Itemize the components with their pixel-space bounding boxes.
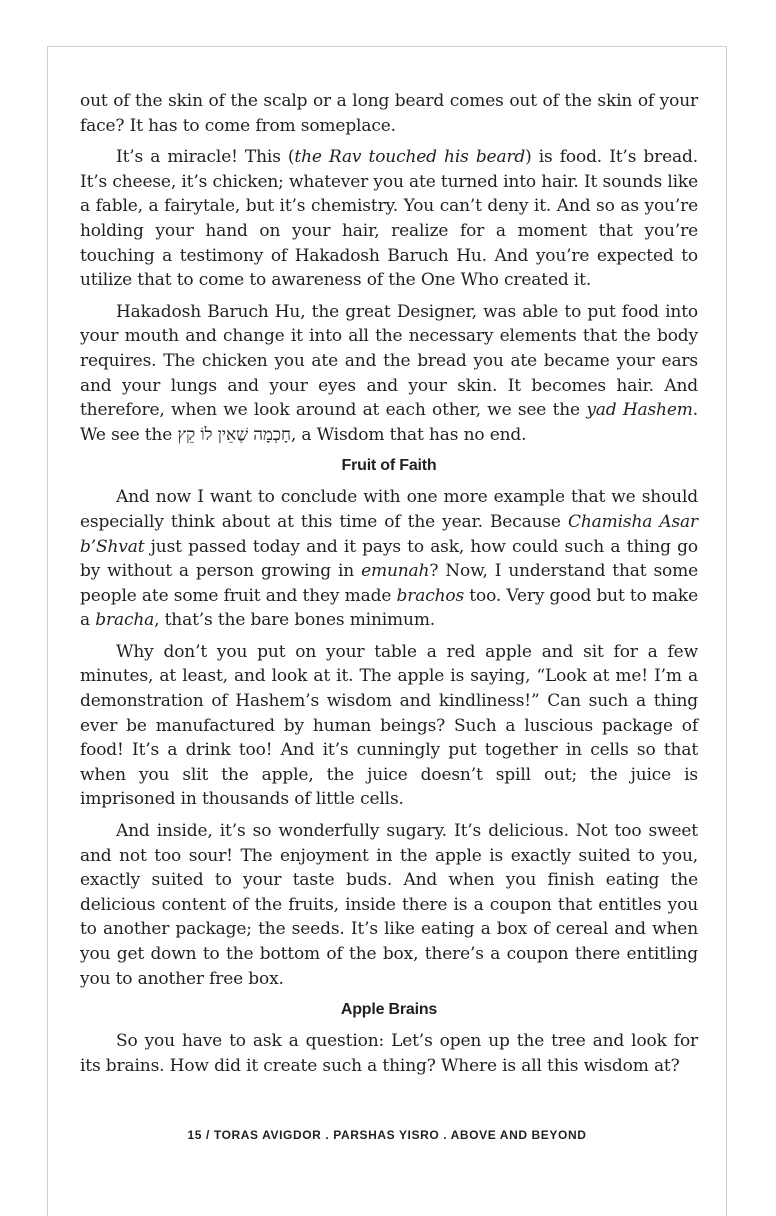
italic-term: the Rav touched his beard xyxy=(294,147,526,168)
italic-term: bracha xyxy=(95,610,155,631)
body-paragraph xyxy=(80,640,698,812)
text-run: . We see the xyxy=(80,400,699,445)
body-paragraph xyxy=(80,1029,698,1078)
text-run: Why don’t you put on your table a red apple and sit for a few minutes, at least, and look at it. The apple is saying, “Look at me! I’m a demonstration of Hashem’s wisdom and kindliness!” Can such a thing ever be manufactured by human beings? Such a luscious package of food! It’s a drink too! And it’s cunningly put together in cells so that when you slit the apple, the juice doesn’t spill out; the juice is imprisoned in thousands of little cells. xyxy=(80,641,698,810)
hebrew-phrase: חָכְמָה שֶׁאֵין לוֹ קֵץ xyxy=(177,424,291,445)
italic-term: yad Hashem xyxy=(586,400,693,421)
page-footer: 15 / TORAS AVIGDOR . PARSHAS YISRO . ABOVE AND BEYOND xyxy=(187,1128,587,1142)
text-run: too. Very good but to make a xyxy=(80,585,698,631)
section-heading: Apple Brains xyxy=(340,1001,438,1019)
italic-term: Chamisha Asar b’Shvat xyxy=(80,511,698,557)
body-paragraph xyxy=(80,485,698,633)
text-run: out of the skin of the scalp or a long beard comes out of the skin of your face? It has to come from someplace. xyxy=(80,91,698,136)
italic-term: emunah xyxy=(361,561,430,582)
text-run: Hakadosh Baruch Hu, the great Designer, was able to put food into your mouth and change it into all the necessary elements that the body requires. The chicken you ate and the bread you ate became your ears and your lungs and your eyes and your skin. It becomes hair. And therefore, when we look around at each other, we see the xyxy=(80,301,698,421)
text-run: ? Now, I understand that some people ate some fruit and they made xyxy=(80,561,698,606)
body-paragraph xyxy=(80,89,698,138)
text-run: It’s a miracle! This ( xyxy=(116,147,295,168)
text-run: ) is food. It’s bread. It’s cheese, it’s chicken; whatever you ate turned into hair. It sounds like a fable, a fairytale, but it’s chemistry. You can’t deny it. And so as you’re holding your hand on your hair, realize for a moment that you’re touching a testimony of Hakadosh Baruch Hu. And you’re expected to utilize that to come to awareness of the One Who created it. xyxy=(80,147,698,291)
text-run: just passed today and it pays to ask, how could such a thing go by without a person growing in xyxy=(80,536,698,582)
body-paragraph xyxy=(80,145,698,293)
body-paragraph xyxy=(80,819,698,991)
text-run: And inside, it’s so wonderfully sugary. It’s delicious. Not too sweet and not too sour! The enjoyment in the apple is exactly suited to you, exactly suited to your taste buds. And when you finish eating the delicious content of the fruits, inside there is a coupon that entitles you to another package; the seeds. It’s like eating a box of cereal and when you get down to the bottom of the box, there’s a coupon there entitling you to another free box. xyxy=(80,821,698,989)
text-run: , a Wisdom that has no end. xyxy=(290,424,527,445)
book-page xyxy=(47,46,727,1216)
text-run: And now I want to conclude with one more example that we should especially think about at this time of the year. Because xyxy=(80,487,698,532)
text-run: So you have to ask a question: Let’s open up the tree and look for its brains. How did it create such a thing? Where is all this wisdom at? xyxy=(80,1031,698,1076)
section-heading: Fruit of Faith xyxy=(341,457,437,475)
body-paragraph xyxy=(80,300,698,448)
page-body xyxy=(80,89,698,1085)
italic-term: brachos xyxy=(396,585,465,606)
text-run: , that’s the bare bones minimum. xyxy=(154,610,436,631)
